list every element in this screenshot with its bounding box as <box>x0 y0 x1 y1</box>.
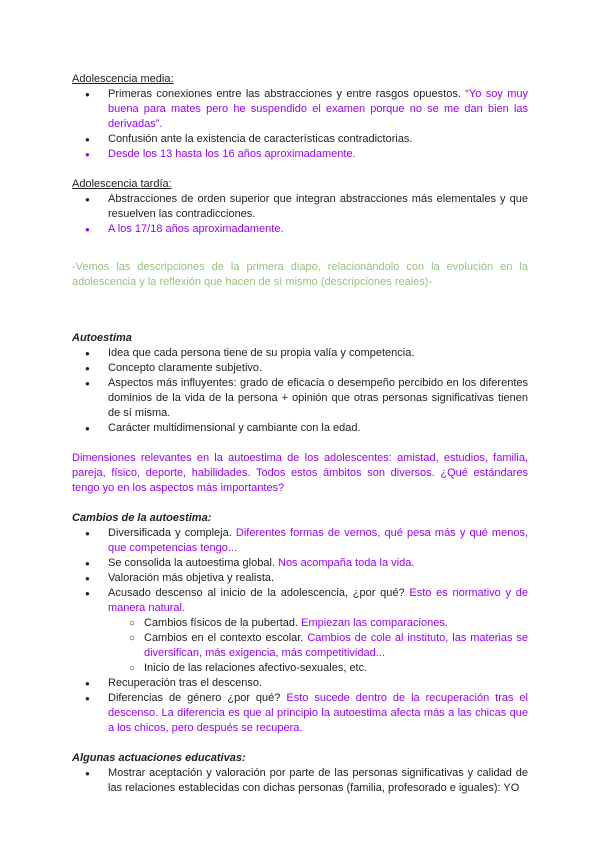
dimensions-paragraph: Dimensiones relevantes en la autoestima de los adolescentes: amistad, estudios, familia, pareja, físico, deporte, habilidades. Todos estos ámbitos son diversos. ¿Qué estándares tengo yo en los aspectos más importantes? <box>72 452 528 494</box>
list-item: ● Desde los 13 hasta los 16 años aproximadamente. <box>72 147 528 162</box>
section-heading-media: Adolescencia media: <box>72 73 174 85</box>
list-item: ● Concepto claramente subjetivo. <box>72 361 528 376</box>
sub-list-item: ○ Cambios físicos de la pubertad. Empiezan las comparaciones. <box>72 616 528 631</box>
note-paragraph: -Vemos las descripciones de la primera diapo, relacionándolo con la evolución en la adolescencia y la reflexión que hacen de sí mismo (descripciones reales)- <box>72 261 528 288</box>
list-item: ● Diversificada y compleja. Diferentes formas de vernos, qué pesa más y qué menos, que competencias tengo... <box>72 526 528 556</box>
list-actuaciones <box>72 766 528 796</box>
list-item: ● Idea que cada persona tiene de su propia valía y competencia. <box>72 346 528 361</box>
list-media <box>72 87 528 162</box>
list-item: ● Se consolida la autoestima global. Nos acompaña toda la vida. <box>72 556 528 571</box>
list-item: ● Primeras conexiones entre las abstracciones y entre rasgos opuestos. “Yo soy muy buena para mates pero he suspendido el examen porque no se me dan bien las derivadas”. <box>72 87 528 132</box>
list-tardia <box>72 192 528 237</box>
list-item: ● Carácter multidimensional y cambiante con la edad. <box>72 421 528 436</box>
list-item: ● Abstracciones de orden superior que integran abstracciones más elementales y que resuelven las contradicciones. <box>72 192 528 222</box>
sub-list-item: ○ Inicio de las relaciones afectivo-sexuales, etc. <box>72 661 528 676</box>
list-item: ● Mostrar aceptación y valoración por parte de las personas significativas y calidad de las relaciones establecidas con dichas personas (familia, profesorado e iguales): YO <box>72 766 528 796</box>
section-heading-tardia: Adolescencia tardía: <box>72 178 172 190</box>
section-heading-cambios: Cambios de la autoestima: <box>72 512 212 524</box>
document-page <box>72 72 528 796</box>
list-item: ● Recuperación tras el descenso. <box>72 676 528 691</box>
list-item: ● Diferencias de género ¿por qué? Esto sucede dentro de la recuperación tras el descenso. La diferencia es que al principio la autoestima afecta más a las chicas que a los chicos, pero después se recupera. <box>72 691 528 736</box>
list-autoestima <box>72 346 528 436</box>
list-item: ● A los 17/18 años aproximadamente. <box>72 222 528 237</box>
list-item: ● Aspectos más influyentes: grado de eficacia o desempeño percibido en los diferentes dominios de la vida de la persona + opinión que otras personas significativas tienen de sí misma. <box>72 376 528 421</box>
list-item: ● Acusado descenso al inicio de la adolescencia, ¿por qué? Esto es normativo y de manera natural. <box>72 586 528 616</box>
list-cambios <box>72 526 528 736</box>
list-item: ● Valoración más objetiva y realista. <box>72 571 528 586</box>
list-item: ● Confusión ante la existencia de características contradictorias. <box>72 132 528 147</box>
sub-list-item: ○ Cambios en el contexto escolar. Cambios de cole al instituto, las materias se diversifican, más exigencia, más competitividad... <box>72 631 528 661</box>
section-heading-autoestima: Autoestima <box>72 332 132 344</box>
section-heading-actuaciones: Algunas actuaciones educativas: <box>72 752 246 764</box>
